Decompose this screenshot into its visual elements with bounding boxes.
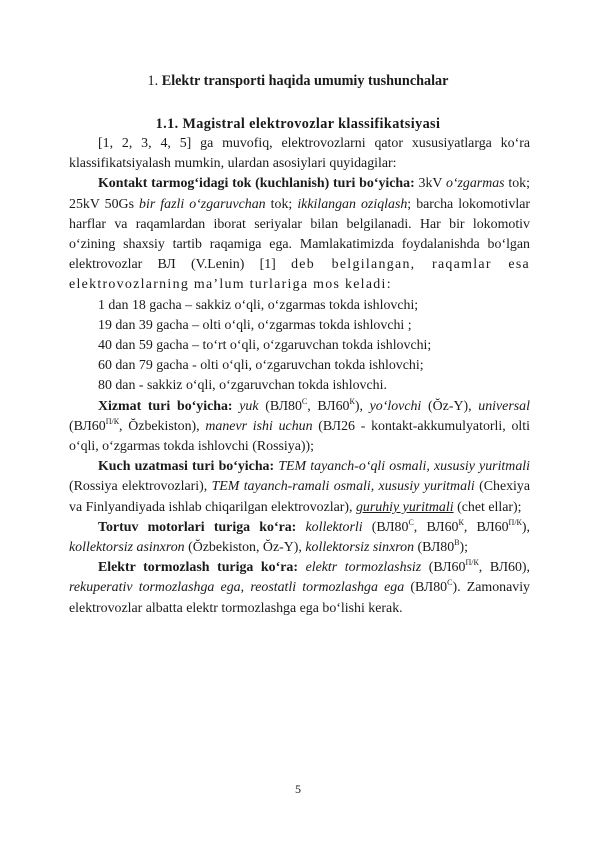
text-run: tok; 25kV 50Gs xyxy=(69,176,530,212)
paragraph-motor-type xyxy=(69,518,530,558)
text-run: (ВЛ60 xyxy=(421,560,466,576)
italic-run: kollektorsiz sinxron xyxy=(305,540,415,556)
text-run: (ВЛ26 - kontakt-akkumulyatorli, olti o‘qli, o‘zgarmas tokda ishlovchi (Rossiya)); xyxy=(69,418,530,455)
list-item: 1 dan 18 gacha – sakkiz o‘qli, o‘zgarmas tokda ishlovchi; xyxy=(98,297,419,313)
paragraph-transmission-type xyxy=(69,457,530,518)
list-item: 19 dan 39 gacha – olti o‘qli, o‘zgarmas tokda ishlovchi ; xyxy=(98,317,412,333)
text-run: 3kV xyxy=(414,176,446,192)
text-run: (ВЛ80 xyxy=(404,580,448,596)
text-run: , Ŏzbekiston), xyxy=(119,418,206,434)
italic-run: yo‘lovchi xyxy=(369,398,422,414)
underlined-italic-run: guruhiy yuritmali xyxy=(355,499,454,515)
text-run: , ВЛ60), xyxy=(478,560,530,576)
text-run: (Chexiya va Finlyandiyada ishlab chiqarilgan elektrovozlar), xyxy=(69,479,531,515)
italic-run: ikkilangan oziqlash xyxy=(297,196,408,212)
paragraph-service-type xyxy=(69,397,530,458)
chapter-heading xyxy=(0,72,596,90)
text-run: (ВЛ60 xyxy=(69,418,106,434)
text-run: tok; xyxy=(265,196,298,212)
text-run: (ВЛ80 xyxy=(414,540,455,556)
paragraph-lead: Kontakt tarmog‘idagi tok (kuchlanish) turi bo‘yicha: xyxy=(98,176,415,192)
text-run: ); xyxy=(459,540,469,556)
text-run: ). Zamonaviy elektrovozlar albatta elektr tormozlashga ega bo‘lishi kerak. xyxy=(69,580,530,616)
text-run: ), xyxy=(521,519,530,535)
page-number: 5 xyxy=(295,782,301,796)
text-run: (Rossiya elektrovozlari), xyxy=(69,479,212,495)
italic-run: manevr ishi uchun xyxy=(205,418,313,434)
italic-run: o‘zgarmas xyxy=(445,176,505,192)
paragraph-braking-type xyxy=(69,558,530,619)
body-text xyxy=(69,134,530,619)
intro-paragraph: [1, 2, 3, 4, 5] ga muvofiq, elektrovozlarni qator xususiyatlarga ko‘ra klassifikatsiyalash mumkin, ulardan asosiylari quyidagilar: xyxy=(69,136,530,172)
text-run: ; barcha lokomotivlar harflar va raqamlardan iborat seriyalar bilan belgilanadi. Har bir lokomotiv o‘zining shaxsiy tartib raqamiga ega. Mamlakatimizda foydalanishda bo‘lgan elektrovozlar ВЛ (V.Lenin) [1] xyxy=(69,196,530,273)
text-run: (ВЛ80 xyxy=(362,519,409,535)
italic-run: TEM tayanch-o‘qli osmali, xususiy yuritmali xyxy=(278,459,530,475)
superscript: П/К xyxy=(105,416,120,426)
italic-run: universal xyxy=(478,398,530,414)
paragraph-current-type xyxy=(69,174,530,295)
italic-run: kollektorsiz asinxron xyxy=(69,540,185,556)
italic-run: elektr tormozlashsiz xyxy=(305,560,422,576)
superscript: К xyxy=(349,396,355,406)
text-run: , ВЛ60 xyxy=(307,398,350,414)
section-title: 1.1. Magistral elektrovozlar klassifikatsiyasi xyxy=(155,116,441,132)
superscript: П/К xyxy=(508,517,522,527)
paragraph-lead: Elektr tormozlash turiga ko‘ra: xyxy=(98,560,298,576)
superscript: С xyxy=(408,517,414,527)
paragraph-lead: Tortuv motorlari turiga ko‘ra: xyxy=(98,519,297,535)
text-run: , ВЛ60 xyxy=(413,519,459,535)
italic-run: bir fazli o‘zgaruvchan xyxy=(139,196,266,212)
italic-run: yuk xyxy=(239,398,259,414)
text-run: , xyxy=(240,580,251,596)
superscript: К xyxy=(458,517,464,527)
text-run: ), xyxy=(354,398,370,414)
chapter-title: Elektr transporti haqida umumiy tushunchalar xyxy=(161,73,449,89)
list-item: 40 dan 59 gacha – to‘rt o‘qli, o‘zgaruvchan tokda ishlovchi; xyxy=(98,338,432,354)
list-item: 80 dan - sakkiz o‘qli, o‘zgaruvchan tokda ishlovchi. xyxy=(98,378,387,394)
paragraph-lead: Xizmat turi bo‘yicha: xyxy=(98,398,233,414)
chapter-number: 1. xyxy=(147,73,159,89)
list-item: 60 dan 79 gacha - olti o‘qli, o‘zgaruvchan tokda ishlovchi; xyxy=(98,358,424,374)
text-run: (Ŏz-Y), xyxy=(421,398,479,414)
text-run: (chet ellar); xyxy=(453,499,522,515)
superscript: В xyxy=(454,538,460,548)
italic-run: TEM tayanch-ramali osmali, xususiy yuritmali xyxy=(211,479,475,495)
text-run: (Ŏzbekiston, Ŏz-Y), xyxy=(184,540,306,556)
paragraph-lead: Kuch uzatmasi turi bo‘yicha: xyxy=(98,459,275,475)
text-run: , ВЛ60 xyxy=(463,519,509,535)
spaced-text-run: deb belgilangan, raqamlar esa elektrovozlarning ma’lum turlariga mos keladi: xyxy=(69,257,530,293)
italic-run: kollektorli xyxy=(305,519,363,535)
superscript: С xyxy=(447,578,453,588)
text-run: (ВЛ80 xyxy=(265,398,302,414)
italic-run: reostatli tormozlashga ega xyxy=(250,580,405,596)
superscript: П/К xyxy=(465,558,479,568)
italic-run: rekuperativ tormozlashga ega xyxy=(69,580,241,596)
superscript: С xyxy=(301,396,308,406)
